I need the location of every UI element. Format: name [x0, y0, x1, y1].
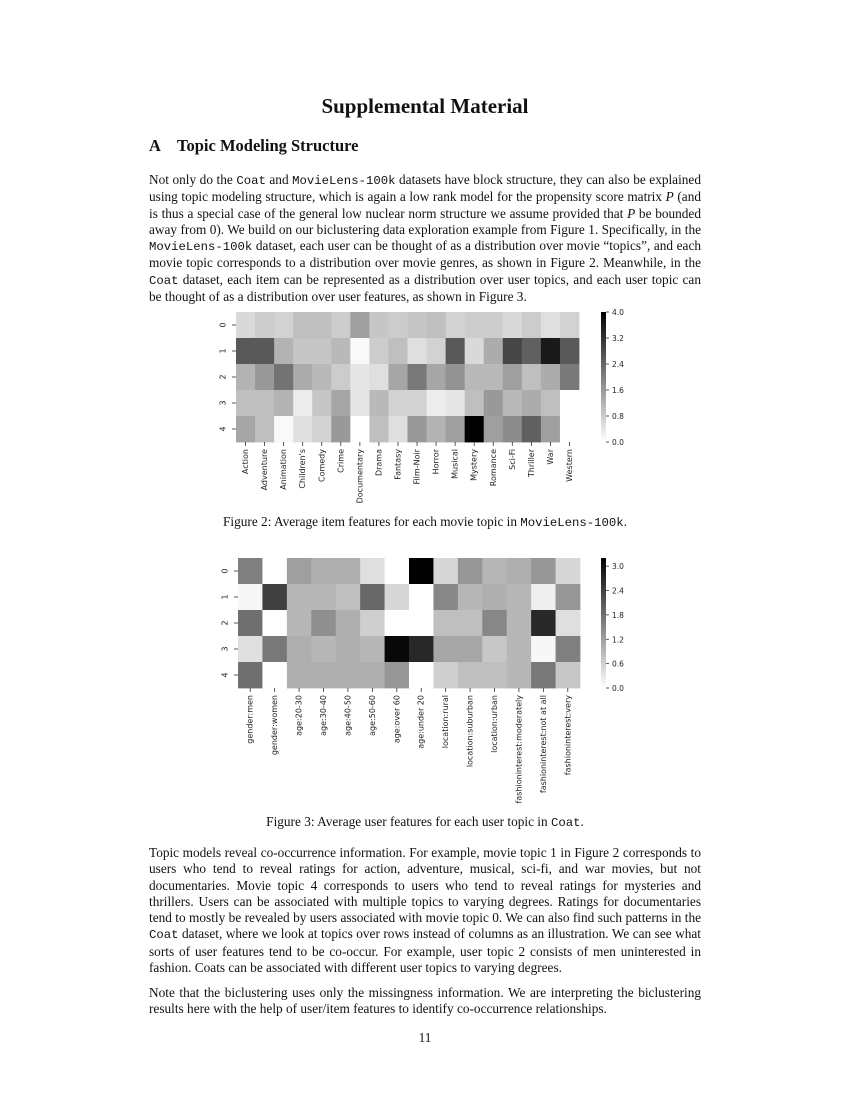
heatmap-cell — [446, 416, 465, 442]
column-tick-label: age:20-30 — [294, 695, 304, 736]
heatmap-cell — [427, 364, 446, 390]
math-symbol: P — [665, 189, 674, 205]
heatmap-cell — [293, 312, 312, 338]
section-title: Topic Modeling Structure — [177, 136, 359, 155]
heatmap-cell — [484, 338, 503, 364]
heatmap-cell — [560, 390, 579, 416]
column-tick-label: Action — [241, 449, 251, 475]
heatmap-cell — [409, 636, 434, 662]
section-heading — [149, 136, 359, 156]
heatmap-cell — [503, 312, 522, 338]
heatmap-cell — [541, 416, 560, 442]
code-term: MovieLens-100k — [149, 240, 253, 255]
heatmap-cell — [458, 584, 483, 610]
heatmap-cell — [360, 636, 385, 662]
heatmap-cell — [293, 338, 312, 364]
section-number: A — [149, 136, 161, 155]
heatmap-cell — [287, 662, 312, 688]
heatmap-cell — [336, 662, 361, 688]
heatmap-cell — [507, 610, 532, 636]
text-run: dataset, each user can be thought of as a distribution over movie “topics”, and each movie topic corresponds to a distribution over movie genres, as shown in Figure 2. Meanwhile, in the — [149, 238, 701, 271]
heatmap-cell — [484, 416, 503, 442]
heatmap-cell — [522, 364, 541, 390]
heatmap-cell — [531, 662, 556, 688]
heatmap-cell — [560, 312, 579, 338]
heatmap-cell — [274, 364, 293, 390]
figure-3-heatmap — [0, 548, 850, 808]
column-tick-label: Fantasy — [393, 449, 403, 480]
colorbar-tick-label: 3.2 — [612, 334, 624, 343]
paragraph-discussion — [149, 845, 701, 976]
heatmap-cell — [331, 312, 350, 338]
heatmap-cell — [385, 610, 410, 636]
heatmap-cell — [311, 584, 336, 610]
heatmap-cell — [482, 558, 507, 584]
heatmap-cell — [427, 312, 446, 338]
colorbar-tick-label: 1.2 — [612, 635, 624, 645]
heatmap-cell — [541, 312, 560, 338]
heatmap-cell — [531, 610, 556, 636]
heatmap-cell — [507, 662, 532, 688]
heatmap-cell — [484, 364, 503, 390]
heatmap-cell — [560, 416, 579, 442]
row-tick-label: 0 — [220, 568, 230, 574]
heatmap-cell — [312, 312, 331, 338]
code-term: Coat — [149, 273, 179, 288]
heatmap-cell — [311, 610, 336, 636]
column-tick-label: Musical — [450, 449, 460, 479]
column-tick-label: Crime — [336, 449, 346, 473]
heatmap-cell — [369, 416, 388, 442]
heatmap-cell — [458, 662, 483, 688]
heatmap-cell — [446, 364, 465, 390]
heatmap-cell — [385, 558, 410, 584]
figure-2 — [0, 300, 850, 505]
heatmap-cell — [465, 338, 484, 364]
heatmap-cell — [541, 338, 560, 364]
text-run: dataset, where we look at topics over rows instead of columns as an illustration. We can see what sorts of user features tend to be co-occur. For example, user topic 2 consists of men uninterested in fashion. Coats can be associated with different user topics to varying degrees. — [149, 926, 701, 976]
page-title: Supplemental Material — [321, 94, 529, 118]
heatmap-cell — [238, 636, 263, 662]
heatmap-cell — [388, 390, 407, 416]
row-tick-label: 4 — [220, 672, 230, 678]
row-tick-label: 1 — [220, 594, 230, 600]
heatmap-cell — [336, 584, 361, 610]
heatmap-cell — [507, 636, 532, 662]
colorbar-segment — [601, 440, 606, 443]
code-term: Coat — [149, 928, 179, 943]
heatmap-cell — [446, 312, 465, 338]
heatmap-cell — [262, 662, 287, 688]
column-tick-label: Sci-Fi — [507, 449, 517, 470]
heatmap-cell — [312, 416, 331, 442]
column-tick-label: Adventure — [260, 449, 270, 491]
figure-3-caption — [0, 814, 850, 830]
paragraph-note — [149, 985, 701, 1018]
heatmap-cell — [388, 312, 407, 338]
heatmap-cell — [312, 338, 331, 364]
heatmap-cell — [255, 416, 274, 442]
heatmap-cell — [465, 364, 484, 390]
heatmap-cell — [336, 636, 361, 662]
heatmap-cell — [556, 584, 581, 610]
column-tick-label: gender:women — [270, 695, 280, 756]
text-run: Note that the biclustering uses only the missingness information. We are interpreting the biclustering results here with the help of user/item features to identify co-occurrence relationships. — [149, 985, 701, 1017]
heatmap-cell — [458, 636, 483, 662]
column-tick-label: fashioninterest:not at all — [538, 695, 548, 794]
heatmap-cell — [311, 636, 336, 662]
heatmap-cell — [255, 338, 274, 364]
code-term: Coat — [550, 816, 581, 830]
heatmap-cell — [350, 338, 369, 364]
heatmap-cell — [360, 662, 385, 688]
heatmap-cell — [482, 584, 507, 610]
heatmap-cell — [385, 636, 410, 662]
heatmap-cell — [409, 558, 434, 584]
text-run: . — [623, 514, 627, 529]
column-tick-label: Drama — [374, 449, 384, 477]
heatmap-cell — [458, 558, 483, 584]
heatmap-cell — [360, 610, 385, 636]
column-tick-label: age:under 20 — [416, 695, 426, 749]
row-tick-label: 3 — [218, 400, 228, 406]
column-tick-label: fashioninterest:moderately — [514, 695, 524, 804]
column-tick-label: Animation — [279, 449, 289, 490]
column-tick-label: Western — [564, 449, 574, 482]
heatmap-cell — [560, 364, 579, 390]
column-tick-label: War — [545, 449, 555, 465]
column-tick-label: gender:men — [245, 695, 255, 744]
text-run: be bounded away from 0). We build on our biclustering data exploration example from Figure 1. Specifically, in the — [149, 205, 701, 237]
figure-3 — [0, 548, 850, 808]
heatmap-cell — [287, 610, 312, 636]
heatmap-cell — [293, 390, 312, 416]
heatmap-cell — [255, 312, 274, 338]
row-tick-label: 0 — [218, 322, 228, 328]
heatmap-cell — [385, 584, 410, 610]
text-run: Figure 3: Average user features for each user topic in — [266, 814, 551, 829]
column-tick-label: Horror — [431, 449, 441, 475]
heatmap-cell — [311, 662, 336, 688]
heatmap-cell — [236, 338, 255, 364]
column-tick-label: Children's — [298, 449, 308, 489]
figure-2-caption — [0, 514, 850, 530]
heatmap-cell — [465, 312, 484, 338]
heatmap-cell — [336, 558, 361, 584]
heatmap-cell — [369, 338, 388, 364]
code-term: Coat — [236, 174, 266, 188]
heatmap-cell — [236, 364, 255, 390]
heatmap-cell — [522, 416, 541, 442]
heatmap-cell — [409, 662, 434, 688]
heatmap-cell — [409, 584, 434, 610]
colorbar-tick-label: 0.0 — [612, 438, 624, 447]
heatmap-cell — [360, 558, 385, 584]
column-tick-label: Documentary — [355, 449, 365, 504]
colorbar-tick-label: 1.6 — [612, 386, 624, 395]
heatmap-cell — [427, 416, 446, 442]
heatmap-cell — [388, 338, 407, 364]
heatmap-cell — [238, 662, 263, 688]
code-term: MovieLens-100k — [292, 174, 396, 188]
column-tick-label: Comedy — [317, 449, 327, 483]
heatmap-cell — [312, 390, 331, 416]
heatmap-cell — [293, 416, 312, 442]
heatmap-cell — [433, 584, 458, 610]
heatmap-cell — [522, 312, 541, 338]
heatmap-cell — [274, 390, 293, 416]
math-symbol: P — [627, 205, 636, 221]
heatmap-cell — [433, 662, 458, 688]
heatmap-cell — [350, 390, 369, 416]
column-tick-label: age:over 60 — [392, 695, 402, 744]
heatmap-cell — [238, 558, 263, 584]
column-tick-label: Thriller — [526, 449, 536, 478]
heatmap-cell — [312, 364, 331, 390]
colorbar-tick-label: 1.8 — [612, 610, 624, 620]
heatmap-cell — [482, 610, 507, 636]
text-run: . — [580, 814, 584, 829]
column-tick-label: location:rural — [441, 695, 451, 749]
colorbar-tick-label: 0.8 — [612, 412, 624, 421]
heatmap-cell — [369, 312, 388, 338]
row-tick-label: 1 — [218, 348, 228, 354]
heatmap-cell — [336, 610, 361, 636]
heatmap-cell — [388, 416, 407, 442]
heatmap-cell — [484, 312, 503, 338]
column-tick-label: Romance — [488, 449, 498, 487]
row-tick-label: 2 — [220, 620, 230, 626]
column-tick-label: fashioninterest:very — [563, 695, 573, 776]
heatmap-cell — [503, 390, 522, 416]
heatmap-cell — [541, 364, 560, 390]
heatmap-cell — [274, 312, 293, 338]
heatmap-cell — [262, 610, 287, 636]
heatmap-cell — [484, 390, 503, 416]
heatmap-cell — [360, 584, 385, 610]
heatmap-cell — [503, 416, 522, 442]
heatmap-cell — [503, 338, 522, 364]
heatmap-cell — [238, 584, 263, 610]
column-tick-label: Mystery — [469, 449, 479, 481]
heatmap-cell — [236, 312, 255, 338]
figure-2-heatmap — [0, 300, 850, 505]
heatmap-cell — [409, 610, 434, 636]
heatmap-cell — [311, 558, 336, 584]
heatmap-cell — [238, 610, 263, 636]
heatmap-cell — [255, 390, 274, 416]
heatmap-cell — [236, 416, 255, 442]
heatmap-cell — [556, 662, 581, 688]
column-tick-label: Film-Noir — [412, 449, 422, 485]
heatmap-cell — [388, 364, 407, 390]
heatmap-cell — [531, 584, 556, 610]
heatmap-cell — [236, 390, 255, 416]
heatmap-cell — [427, 390, 446, 416]
heatmap-cell — [507, 584, 532, 610]
code-term: MovieLens-100k — [520, 516, 624, 530]
heatmap-cell — [458, 610, 483, 636]
heatmap-cell — [331, 416, 350, 442]
heatmap-cell — [408, 312, 427, 338]
heatmap-cell — [287, 636, 312, 662]
heatmap-cell — [350, 312, 369, 338]
row-tick-label: 4 — [218, 426, 228, 432]
heatmap-cell — [522, 390, 541, 416]
heatmap-cell — [433, 610, 458, 636]
heatmap-cell — [503, 364, 522, 390]
heatmap-cell — [385, 662, 410, 688]
text-run: Figure 2: Average item features for each movie topic in — [223, 514, 521, 529]
heatmap-cell — [446, 338, 465, 364]
heatmap-cell — [556, 636, 581, 662]
text-run: (and is thus a special case of the general low nuclear norm structure we assume provided that — [149, 189, 701, 221]
heatmap-cell — [522, 338, 541, 364]
heatmap-cell — [408, 364, 427, 390]
text-run: dataset, each item can be represented as a distribution over user topics, and each user topic can be thought of as a distribution over user features, as shown in Figure 3. — [149, 271, 701, 305]
column-tick-label: age:50-60 — [367, 695, 377, 736]
colorbar-tick-label: 3.0 — [612, 562, 624, 572]
heatmap-cell — [556, 558, 581, 584]
heatmap-cell — [287, 584, 312, 610]
heatmap-cell — [465, 390, 484, 416]
page-number: 11 — [418, 1030, 432, 1045]
heatmap-cell — [293, 364, 312, 390]
heatmap-cell — [331, 390, 350, 416]
heatmap-cell — [350, 364, 369, 390]
heatmap-cell — [560, 338, 579, 364]
heatmap-cell — [274, 338, 293, 364]
heatmap-cell — [465, 416, 484, 442]
heatmap-cell — [287, 558, 312, 584]
heatmap-cell — [350, 416, 369, 442]
heatmap-cell — [262, 636, 287, 662]
heatmap-cell — [331, 364, 350, 390]
heatmap-cell — [433, 558, 458, 584]
colorbar-tick-label: 0.6 — [612, 659, 624, 669]
heatmap-cell — [262, 584, 287, 610]
heatmap-cell — [408, 416, 427, 442]
heatmap-cell — [556, 610, 581, 636]
colorbar-tick-label: 2.4 — [612, 586, 624, 596]
column-tick-label: location:urban — [490, 695, 499, 753]
heatmap-cell — [482, 636, 507, 662]
heatmap-cell — [507, 558, 532, 584]
heatmap-cell — [408, 338, 427, 364]
column-tick-label: age:30-40 — [319, 695, 328, 736]
heatmap-cell — [408, 390, 427, 416]
row-tick-label: 3 — [220, 646, 230, 652]
colorbar-tick-label: 2.4 — [612, 360, 624, 369]
column-tick-label: age:40-50 — [343, 695, 353, 736]
text-run: Topic models reveal co-occurrence information. For example, movie topic 1 in Figure 2 corresponds to users who tend to reveal ratings for action, adventure, musical, sci-fi, and war movies, but not documentaries. Movie topic 4 corresponds to users who tend to reveal ratings for mysteries and thrillers. Users can be associated with multiple topics to varying degrees. Ratings for documentaries tend to mostly be revealed by users associated with movie topic 0. We can also find such patterns in the — [149, 845, 701, 926]
heatmap-cell — [446, 390, 465, 416]
paragraph-intro — [149, 172, 701, 305]
heatmap-cell — [531, 558, 556, 584]
heatmap-cell — [531, 636, 556, 662]
text-run: Not only do the — [149, 172, 237, 187]
heatmap-cell — [274, 416, 293, 442]
heatmap-cell — [433, 636, 458, 662]
heatmap-cell — [255, 364, 274, 390]
heatmap-cell — [369, 364, 388, 390]
text-run: and — [265, 172, 293, 187]
column-tick-label: location:suburban — [465, 695, 475, 768]
heatmap-cell — [262, 558, 287, 584]
colorbar-tick-label: 4.0 — [612, 308, 624, 317]
heatmap-cell — [482, 662, 507, 688]
text-run: datasets have block structure, they can also be explained using topic modeling structure, which is again a low rank model for the propensity score matrix — [149, 172, 701, 205]
colorbar-tick-label: 0.0 — [612, 684, 624, 693]
heatmap-cell — [541, 390, 560, 416]
colorbar-segment — [601, 686, 606, 689]
row-tick-label: 2 — [218, 374, 228, 380]
heatmap-cell — [331, 338, 350, 364]
heatmap-cell — [369, 390, 388, 416]
heatmap-cell — [427, 338, 446, 364]
